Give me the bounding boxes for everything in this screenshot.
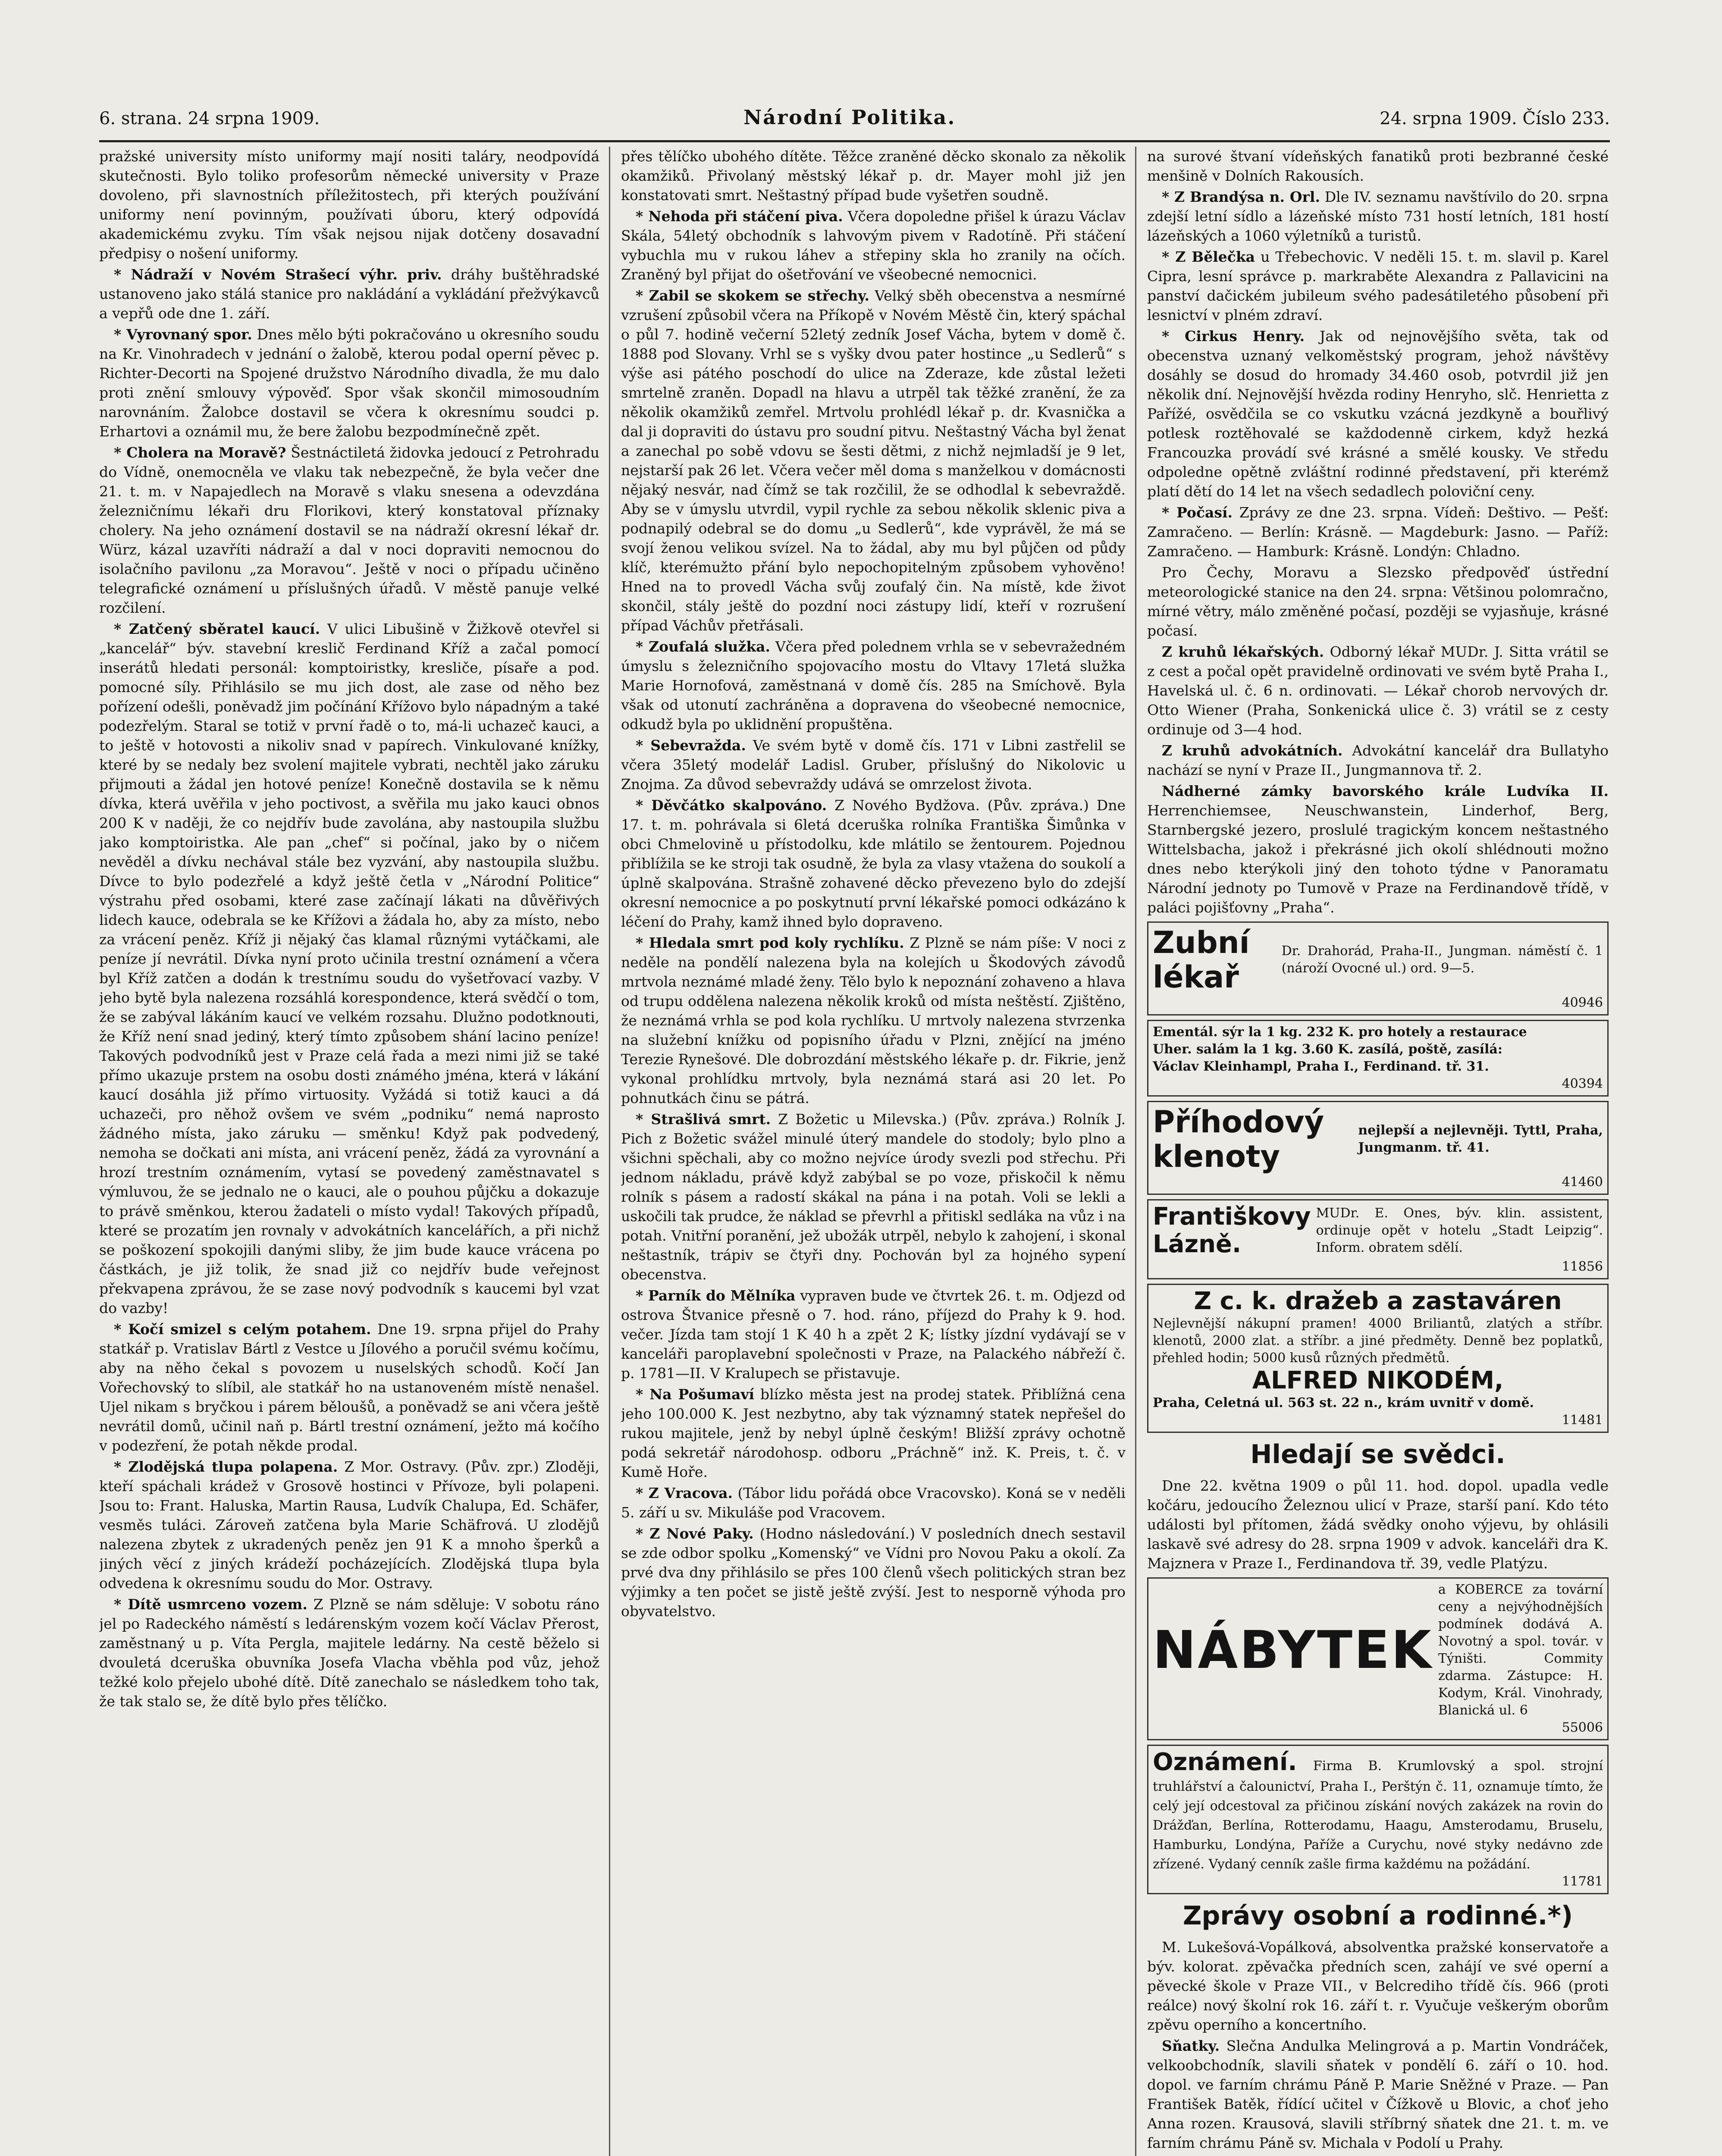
article-text: (Hodno následování.) V posledních dnech sestavil se zde odbor spolku „Komenský“ ve Vídni pro Novou Paku a okolí. Za prvé dva dny přihlásilo se přes 100 členů všech politických stran bez výjimky a ten počet se jistě ještě zvýší. Jest to nesporně výhoda pro obyvatelstvo. [621, 1525, 1126, 1620]
article-heading: * Cholera na Moravě? [114, 444, 286, 461]
article [99, 619, 599, 1318]
article [1147, 2036, 1609, 2153]
article-text: Z Nového Bydžova. (Pův. zpráva.) Dne 17. t. m. pohrávala si 6letá dceruška rolníka Františka Šimůnka v obci Chmelovině u přístodolku, kde mlátilo se žentourem. Pojednou přiblížila se ke stroji tak osudně, že byla za vlasy vtažena do soukolí a úplně skalpována. Strašně zohavené děcko převezeno bylo do zdejší okresní nemocnice a po poskytnutí první lékařské pomoci odkázáno k léčení do Prahy, kamž ihned bylo dopraveno. [621, 797, 1126, 930]
article [1147, 741, 1609, 780]
ad-title: Františkovy Lázně. [1153, 1203, 1311, 1258]
ad-line: Václav Kleinhampl, Praha I., Ferdinand. tř. 31. [1153, 1059, 1489, 1074]
ad-announcement [1147, 1745, 1609, 1894]
article-heading: * Hledala smrt pod koly rychlíku. [636, 934, 904, 951]
ad-title: Příhodový klenoty [1153, 1104, 1324, 1174]
article [99, 325, 599, 441]
article-heading: * Děvčátko skalpováno. [636, 797, 827, 814]
ad-title: Z c. k. dražeb a zastaváren [1194, 1287, 1562, 1315]
article [621, 1524, 1126, 1621]
article-heading: * Z Nové Paky. [636, 1525, 754, 1542]
article-heading: * Kočí smizel s celým potahem. [114, 1321, 371, 1338]
ad-jewels [1147, 1101, 1609, 1195]
article-heading: * Nehoda při stáčení piva. [636, 208, 843, 225]
ad-line: Uher. salám la 1 kg. 3.60 K. zasílá, poště, zasílá: [1153, 1042, 1502, 1057]
ad-address: Praha, Celetná ul. 563 st. 22 n., krám uvnitř v domě. [1153, 1395, 1534, 1410]
article-heading: * Zatčený sběratel kaucí. [114, 620, 320, 637]
article-text: Herrenchiemsee, Neuschwanstein, Linderhof, Berg, Starnbergské jezero, proslulé tragickým koncem neštastného Wittelsbacha, jakož i překrásné jich okolí shlédnouti možno dnes nebo kterýkoli jiný den tohoto týdne v Panoramatu Národní jednoty po Tumově v Praze na Ferdinandově třídě, v paláci pojišťovny „Praha“. [1147, 802, 1609, 916]
article [99, 1595, 599, 1711]
witnesses-heading: Hledají se svědci. [1250, 1439, 1506, 1470]
article-text: Z Plzně se nám píše: V noci z neděle na pondělí nalezena byla na kolejích u Škodových závodů mrtvola neznámé mladé ženy. Tělo bylo k nepoznání zohaveno a hlava od trupu oddělena nalezena několik kroků od místa neštěstí. Zjištěno, že neznámá vrhla se pod kola rychlíku. U mrtvoly nalezena stvrzenka na služební knížku od popisního úřadu v Plzni, znějící na jméno Terezie Rynešové. Dle dobrozdání městského lékaře p. dr. Fikrie, jenž vykonal prohlídku mrtvoly, byla neznámá stará asi 20 let. Po pohnutkách činu se pátrá. [621, 934, 1126, 1106]
ad-title: NÁBYTEK [1153, 1620, 1433, 1680]
ad-text: a KOBERCE za tovární ceny a nejvýhodnějších podmínek dodává A. Novotný a spol. továr. v Týništi. Commity zdarma. Zástupce: H. Kodym, Král. Vinohrady, Blanická ul. 6 [1438, 1582, 1603, 1718]
ad-line: Ementál. sýr la 1 kg. 232 K. pro hotely a restaurace [1153, 1025, 1527, 1040]
article-text: Odborný lékař MUDr. J. Sitta vrátil se z cest a počal opět pravidelně ordinovati ve svém bytě Praha I., Havelská ul. č. 6 n. ordinovati. — Lékař chorob nervových dr. Otto Wiener (Praha, Sonkenická ulice č. 3) vrátil se z cesty ordinuje od 3—4 hod. [1147, 643, 1609, 738]
ad-text: Firma B. Krumlovský a spol. strojní truhlářství a čalounictví, Praha I., Perštýn č. 11, oznamuje tímto, že celý její odcestoval za přičinou získání nových zakázek na rovin do Drážďan, Berlína, Rotterodamu, Haagu, Amsterodamu, Bruselu, Hamburku, Londýna, Paříže a Curychu, nové styky nedávno zde zřízené. Vydaný cenník zašle firma každému na požádání. [1153, 1758, 1603, 1872]
ad-cheese-salami [1147, 1020, 1609, 1097]
issue-date-number: 24. srpna 1909. Číslo 233. [1380, 109, 1610, 128]
article [621, 637, 1126, 734]
article-heading: Z kruhů lékařských. [1162, 643, 1324, 660]
article-text: V ulici Libušině v Žižkově otevřel si „kancelář“ býv. stavební kreslič Ferdinand Kříž a začal pomocí inserátů hledati personál: komptoiristky, kresliče, písaře a pod. pomocné síly. Přihlásilo se mu jich dost, ale zase od něho bez pořízení odešli, poněvadž jim počínání Křížovo bylo nápadným a také podezřelým. Staral se totiž v první řadě o to, má-li uchazeč kauci, a to ještě v hotovosti a nikoliv snad v papírech. Vinkulované knížky, které by se nedaly bez svolení majitele vybrati, nechtěl jako záruku přijmouti a žádal jen hotové peníze! Konečně dostavila se k němu dívka, která uvěřila v jeho poctivost, a svěřila mu jako kauci obnos 200 K v naději, že co nejdřív bude zavolána, aby nastoupila službu jako komptoiristka. Ale pan „chef“ si počínal, jako by o ničem nevěděl a dívku nechával stále bez vyzvání, aby nastoupila službu. Dívce to bylo podezřelé a když ještě četla v „Národní Politice“ výstrahu před osobami, které zase začínají lákati na důvěřivých lidech kauce, odebrala se ke Křížovi a žádala ho, aby za místo, nebo za vrácení peněz. Kříž ji nějaký čas klamal různými vytáčkami, ale peníze jí nevrátil. Dívka nyní proto učinila trestní oznámení a včera byl Kříž zatčen a dodán k trestnímu soudu do vyšetřovací vazby. V jeho bytě byla nalezena rozsáhlá korespondence, která svědčí o tom, že se zabýval lákáním kaucí ve velkém rozsahu. Dlužno podotknouti, že Kříž není snad jediný, který tímto způsobem shání lacino peníze! Takových podvodníků jest v Praze celá řada a mezi nimi již se také přímo ukazuje prstem na osobu dosti známého jména, která v lákání kaucí dosáhla již přímo virtuosity. Vyžádá si totiž kauci a dá uchazeči, pro něhož ovšem ve svém „podniku“ nemá naprosto žádného místa, jako záruku — směnku! Když pak podvedený, nemoha se dočkati ani místa, ani vrácení peněz, žádá za vyrovnání a hrozí trestním oznámením, vytasí se povedený zaměstnavatel s výmluvou, že se jednalo ne o kauci, ale o pouhou půjčku a dokazuje to právě směnkou, kterou žadateli o místo vydal! Takových případů, které se prozatím jen rovnaly v advokátních kancelářích, a při nichž se poškození spokojili danými sliby, že jim bude kauce vrácena po částkách, je již tolik, že snad již co nejdřív bude veřejnost překvapena zprávou, že se zase nový podvodník s kaucemi byl vzat do vazby! [99, 620, 599, 1316]
ad-number: 41460 [1562, 1175, 1603, 1190]
article-text: Zprávy ze dne 23. srpna. Vídeň: Deštivo. — Pešť: Zamračeno. — Berlín: Krásně. — Magdeburk: Jasno. — Paříž: Zamračeno. — Hamburk: Krásně. Londýn: Chladno. [1147, 504, 1609, 560]
column-2 [621, 147, 1126, 2156]
article-text: na surové štvaní vídeňských fanatiků proti bezbranné české menšině v Dolních Rakousích. [1147, 148, 1609, 184]
article [1147, 642, 1609, 739]
article-heading: * Zabil se skokem se střechy. [636, 287, 869, 304]
article-text: Z Plzně se nám sděluje: V sobotu ráno jel po Radeckého náměstí s ledárenským vozem kočí Václav Přerost, zaměstnaný u p. Víta Pergla, majitele ledárny. Na cestě běželo si dvouletá dceruška obuvníka Josefa Vlacha vběhla pod vůz, jehož težké kolo přejelo ubohé dítě. Dítě zanechalo se následkem toho tak, že tak stalo se, že dítě bylo přes tělíčko. [99, 1596, 599, 1710]
article-heading: * Počasí. [1162, 504, 1233, 521]
article-text: Slečna Andulka Melingrová a p. Martin Vondráček, velkoobchodník, slavili sňatek v pondělí 6. září o 10. hod. dopol. ve farním chrámu Páně P. Marie Sněžné v Praze. — Pan František Batěk, řídící učitel v Čížkově u Blovic, a choť jeho Anna rozen. Krausová, slavili stříbrný sňatek dne 21. t. m. ve farním chrámu Páně sv. Michala v Podolí u Prahy. [1147, 2037, 1609, 2151]
ad-number: 55006 [1562, 1720, 1603, 1735]
page-number-date: 6. strana. 24 srpna 1909. [99, 109, 320, 128]
ad-pawnshop [1147, 1284, 1609, 1433]
article [99, 265, 599, 323]
article [621, 207, 1126, 284]
article [621, 1286, 1126, 1383]
article-heading: * Na Pošumaví [636, 1386, 755, 1403]
column-rule-1 [609, 147, 610, 2156]
article [99, 1457, 599, 1593]
article [621, 933, 1126, 1108]
article-text: Ve svém bytě v domě čís. 171 v Libni zastřelil se včera 35letý modelář Ladisl. Gruber, příslušný do Nikolovic u Znojma. Za důvod sebevraždy udává se omrzelost života. [621, 737, 1126, 793]
ad-number: 40394 [1562, 1076, 1603, 1091]
article [1147, 187, 1609, 245]
article [1147, 2154, 1609, 2156]
column-rule-2 [1135, 147, 1136, 2156]
article-text: pražské university místo uniformy mají nositi taláry, neodpovídá skutečnosti. Bylo toliko profesorům německé university v Praze dovoleno, při slavnostních příležitostech, při kterých používání uniformy není povinným, používati úboru, který odpovídá akademickému zvyku. Tím však nejsou nijak dotčeny dosavadní předpisy o nošení uniformy. [99, 148, 599, 262]
ad-row [1153, 1105, 1603, 1174]
article [1147, 326, 1609, 501]
ad-row [1153, 1581, 1603, 1719]
article-heading: * Nádraží v Novém Strašecí výhr. priv. [114, 266, 442, 283]
article-heading: * Zoufalá služka. [636, 638, 771, 655]
ad-text: Dr. Drahorád, Praha-II., Jungman. náměstí č. 1 (nároží Ovocné ul.) ord. 9—5. [1281, 943, 1603, 976]
article-text: Advokátní kancelář dra Bullatyho nachází se nyní v Praze II., Jungmannova tř. 2. [1147, 742, 1609, 778]
article-text: M. Lukešová-Vopálková, absolventka pražské konservatoře a býv. kolorat. zpěvačka předních scen, zahájí ve své operní a pěvecké škole v Praze VII., v Belcrediho třídě čís. 966 (proti reálce) nový školní rok 16. září t. r. Vyučuje veškerým oborům zpěvu operního a koncertního. [1147, 1939, 1609, 2033]
article-text: dráhy buštěhradské ustanoveno jako stálá stanice pro nakládání a vykládání přežvýkavců a vepřů ode dne 1. září. [99, 266, 599, 322]
article-text: Dne 19. srpna přijel do Prahy statkář p. Vratislav Bártl z Vestce u Jílového a poručil svému kočímu, aby na něho čekal s povozem u nuselských schodů. Kočí Jan Vořechovský to slíbil, ale statkář ho na ustanoveném místě nenašel. Ujel nikam s bryčkou i párem běloušů, a poněvadž se ani včera ještě nevrátil domů, učinil naň p. Bártl trestní oznámení, ježto má kočího v podezření, že potah někde prodal. [99, 1321, 599, 1454]
ad-dentist [1147, 921, 1609, 1015]
ad-text: nejlepší a nejlevněji. Tyttl, Praha, Jungmanm. tř. 41. [1358, 1123, 1603, 1155]
article-text: přes tělíčko ubohého dítěte. Těžce zraněné děcko skonalo za několik okamžiků. Přivolaný městský lékař p. dr. Mayer mohl již jen konstatovati smrt. Neštastný případ bude vyšetřen soudně. [621, 148, 1126, 204]
article-heading: Nádherné zámky bavorského krále Ludvíka II. [1162, 783, 1609, 799]
article-text: Jak od nejnovějšího světa, tak od obecenstva uznaný velkoměstský program, jehož návštěvy dosáhly se dosud do hromady 34.460 osob, potvrdil již jen několik dní. Nejnovější hvězda rodiny Henryho, slč. Henrietta z Pařížé, osvědčila se co vskutku vzácná jezdkyně a bouřlivý potlesk roztěhovalé se každodenně cirkem, když hezká Francouzka provádí své krásné a smělé kousky. Ve středu odpoledne opětně zvláštní rodinné představení, při kterémž platí dětí do 14 let na všech sedadlech poloviční ceny. [1147, 328, 1609, 500]
article-heading: * Strašlivá smrt. [636, 1111, 771, 1128]
article-text: Z Mor. Ostravy. (Pův. zpr.) Zloději, kteří spáchali krádež v Grosově hostinci v Přívoze, byli polapeni. Jsou to: Frant. Haluska, Martin Rausa, Ludvík Chalupa, Ed. Schäfer, vesměs tuláci. Zároveň zatčena byla Marie Schäfrová. U zlodějů nalezena zbytek z ukradených peněz jen 91 K a mnoho šperků a jiných věcí z jiných krádeží pocházejících. Zlodějská tlupa byla odvedena k okresnímu soudu do Mor. Ostravy. [99, 1458, 599, 1592]
article-text: Velký sběh obecenstva a nesmírné vzrušení způsobil včera na Příkopě v Novém Městě čin, který spáchal o půl 7. hodině večerní 52letý zedník Josef Vácha, bytem v domě č. 1888 pod Slovany. Vrhl se s vyšky dvou pater hostince „u Sedlerů“ s výše asi pátého poschodí do ulice na Zderaze, kde zůstal ležeti smrtelně zraněn. Dopadl na hlavu a utrpěl tak těžké zranění, že za několik okamžiků zemřel. Mrtvolu prohlédl lékař p. dr. Kvasnička a dal ji dopraviti do ústavu pro soudní pitvu. Neštastný Vácha byl ženat a zanechal po sobě vdovu se šesti dětmi, z nichž nejmladší je 9 let, nejstarší pak 26 let. Včera večer měl doma s manželkou v domácnosti nějaký nesvár, nad čímž se tak rozčilil, že se odhodlal k sebevraždě. Aby se v úmyslu utvrdil, vypil rychle za sebou několik sklenic piva a podnapilý odebral se do domu „u Sedlerů“, kde vyprávěl, že má se svojí ženou velikou svízel. Na to žádal, aby mu byl půjčen od půdy klíč, kterémužto přání bylo nepochopitelným způsobem vyhověno! Hned na to provedl Vácha svůj zoufalý čin. Na místě, kde život skončil, stály ještě do pozdní noci zástupy lidí, kteří v rozrušení případ Váchův přetřásali. [621, 287, 1126, 634]
article-text: Dle IV. seznamu navštívilo do 20. srpna zdejší letní sídlo a lázeňské místo 731 hostí letních, 181 hostí lázeňských a 1060 výletníků a turistů. [1147, 188, 1609, 244]
masthead: Národní Politika. [743, 106, 956, 129]
article [621, 736, 1126, 794]
article [1147, 247, 1609, 325]
article-heading: * Z Vracova. [636, 1485, 733, 1501]
column-1 [99, 147, 599, 2156]
ad-number: 40946 [1562, 995, 1603, 1010]
article-text: u Třebechovic. V neděli 15. t. m. slavil p. Karel Cipra, lesní správce p. markraběte Alexandra z Pallavicini na panství dačickém jubileum svého padesátiletého působení při lesnictví v plném zdraví. [1147, 248, 1609, 323]
personal-news-heading: Zprávy osobní a rodinné.*) [1183, 1901, 1573, 1931]
ad-text: Nejlevnější nákupní pramen! 4000 Briliantů, zlatých a stříbr. klenotů, 2000 zlat. a stříbr. a jiné předměty. Denně bez poplatků, přehled hodin; 5000 kusů různých předmětů. [1153, 1316, 1603, 1366]
article [99, 1319, 599, 1455]
article-heading: * Z Bělečka [1162, 248, 1255, 265]
ad-number: 11856 [1562, 1259, 1603, 1274]
article-text: Pro Čechy, Moravu a Slezsko předpověď ústřední meteorologické stanice na den 24. srpna: Většinou polomračno, mírné větry, málo změněné počasí, později se vyjasňuje, krásné počasí. [1147, 564, 1609, 639]
ad-row [1153, 1203, 1603, 1258]
article-text: Dne 22. května 1909 o půl 11. hod. dopol. upadla vedle kočáru, jedoucího Železnou ulicí v Praze, starší paní. Kdo této události byl přítomen, žádá svědky onoho výjevu, by ohlásili laskavě své adresy do 28. srpna 1909 v advok. kanceláři dra K. Majznera v Praze I., Ferdinandova tř. 39, vedle Platýzu. [1147, 1477, 1609, 1572]
article-heading: * Zlodějská tlupa polapena. [114, 1458, 338, 1475]
ad-text: MUDr. E. Ones, býv. klin. assistent, ordinuje opět v hotelu „Stadt Leipzig“. Inform. obratem sdělí. [1316, 1206, 1603, 1255]
article-heading: Sňatky. [1162, 2037, 1220, 2054]
ad-furniture [1147, 1577, 1609, 1740]
page-header [99, 106, 1610, 142]
article-heading: * Parník do Mělníka [636, 1287, 796, 1304]
article-text: (Tábor lidu pořádá obce Vracovsko). Koná se v neděli 5. září u sv. Mikuláše pod Vracovem. [621, 1485, 1126, 1521]
article-text: Z Božetic u Milevska.) (Pův. zpráva.) Rolník J. Pich z Božetic svážel minulé úterý mandele do stodoly; bylo plno a všichni spěchali, aby co možno nejvíce úrody svezli pod střechu. Při jednom nákladu, právě když zabýbal se po voze, přiskočil k němu rolník s pásem a radostí skákal na pána i na potah. Voli se lekli a uskočili tak prudce, že náklad se převrhl a přitiskl sedláka na vůz i na potah. Vnitřní poranění, jež ubožák utrpěl, nebylo k zahojení, i skonal neštastník, trápiv se čtyři dny. Pochován byl za hojného sypení obecenstva. [621, 1111, 1126, 1283]
article-text: Včera před polednem vrhla se v sebevražedném úmyslu s železničního spojovacího mostu do Vltavy 17letá služka Marie Hornofová, zaměstnaná v domě čís. 285 na Smíchově. Byla však od utonutí zachráněna a dopravena do všeobecné nemocnice, odkudž byla po uklidnění propuštěna. [621, 638, 1126, 733]
article-heading: * Sebevražda. [636, 737, 746, 754]
ad-frantiskovy-lazne [1147, 1199, 1609, 1279]
ad-name: ALFRED NIKODÉM, [1252, 1366, 1504, 1395]
ad-row [1153, 925, 1603, 994]
article [621, 796, 1126, 931]
article-heading: * Z Brandýsa n. Orl. [1162, 188, 1320, 205]
article-heading: Z kruhů advokátních. [1162, 742, 1343, 759]
ad-number: 11781 [1562, 1874, 1603, 1889]
article-text: blízko města jest na prodej statek. Přiblížná cena jeho 100.000 K. Jest nezbytno, aby tak významný statek nepřešel do rukou majitele, jenž by nebyl úplně českým! Bližší zprávy ochotně podá sekretář národohosp. odboru „Práchně“ inž. K. Preis, t. č. v Kumě Hoře. [621, 1386, 1126, 1480]
article [99, 443, 599, 617]
article [621, 1109, 1126, 1284]
ad-title: Oznámení. [1153, 1748, 1297, 1776]
article-text: Včera dopoledne přišel k úrazu Václav Skála, 54letý obchodník s lahvovým pivem v Radotíně. Při stáčení vybuchla mu v rukou láhev a střepiny skla ho zranily na očích. Zraněný byl přijat do ošetřování ve všeobecné nemocnici. [621, 208, 1126, 283]
article-heading: * Dítě usmrceno vozem. [114, 1596, 307, 1613]
article [1147, 781, 1609, 917]
article [621, 1483, 1126, 1522]
article [621, 286, 1126, 635]
article [621, 1385, 1126, 1482]
article-heading: * Vyrovnaný spor. [114, 326, 252, 343]
article-text: vypraven bude ve čtvrtek 26. t. m. Odjezd od ostrova Štvanice přesně o 7. hod. ráno, příjezd do Prahy k 9. hod. večer. Jízda tam stojí 1 K 40 h a zpět 2 K; lístky jízdní vydávají se v kanceláři paroplavební společnosti v Praze, na Palackého nábřeží č. p. 1781—II. V Kralupech se přistavuje. [621, 1287, 1126, 1382]
ad-title: Zubní lékař [1153, 925, 1250, 995]
article [1147, 503, 1609, 561]
column-3 [1147, 147, 1609, 2156]
ad-number: 11481 [1562, 1413, 1603, 1428]
article-heading: * Cirkus Henry. [1162, 328, 1305, 345]
article-text: Šestnáctiletá židovka jedoucí z Petrohradu do Vídně, onemocněla ve vlaku tak nebezpečně, že byla večer dne 21. t. m. v Napajedlech na Moravě s vlaku snesena a odevzdána železničnímu lékaři dru Florikovi, který konstatoval příznaky cholery. Na jeho oznámení dostavil se na nádraží okresní lékař dr. Würz, kázal uzavříti nádraží a dal v noci dopraviti nemocnou do isolačního pavilonu „za Moravou“. Ještě v noci o případu učiněno telegrafické oznámení u příslušných úřadů. V městě panuje velké rozčilení. [99, 444, 599, 616]
article-text: Dnes mělo býti pokračováno u okresního soudu na Kr. Vinohradech v jednání o žalobě, kterou podal operní pěvec p. Richter-Decorti na Spojené družstvo Národního divadla, že mu dalo proti znění smlouvy výpověď. Spor však skončil mimosoudním narovnáním. Žalobce dostavil se včera k okresnímu soudci p. Erhartovi a oznámil mu, že bere žalobu bezpodmínečně zpět. [99, 326, 599, 440]
